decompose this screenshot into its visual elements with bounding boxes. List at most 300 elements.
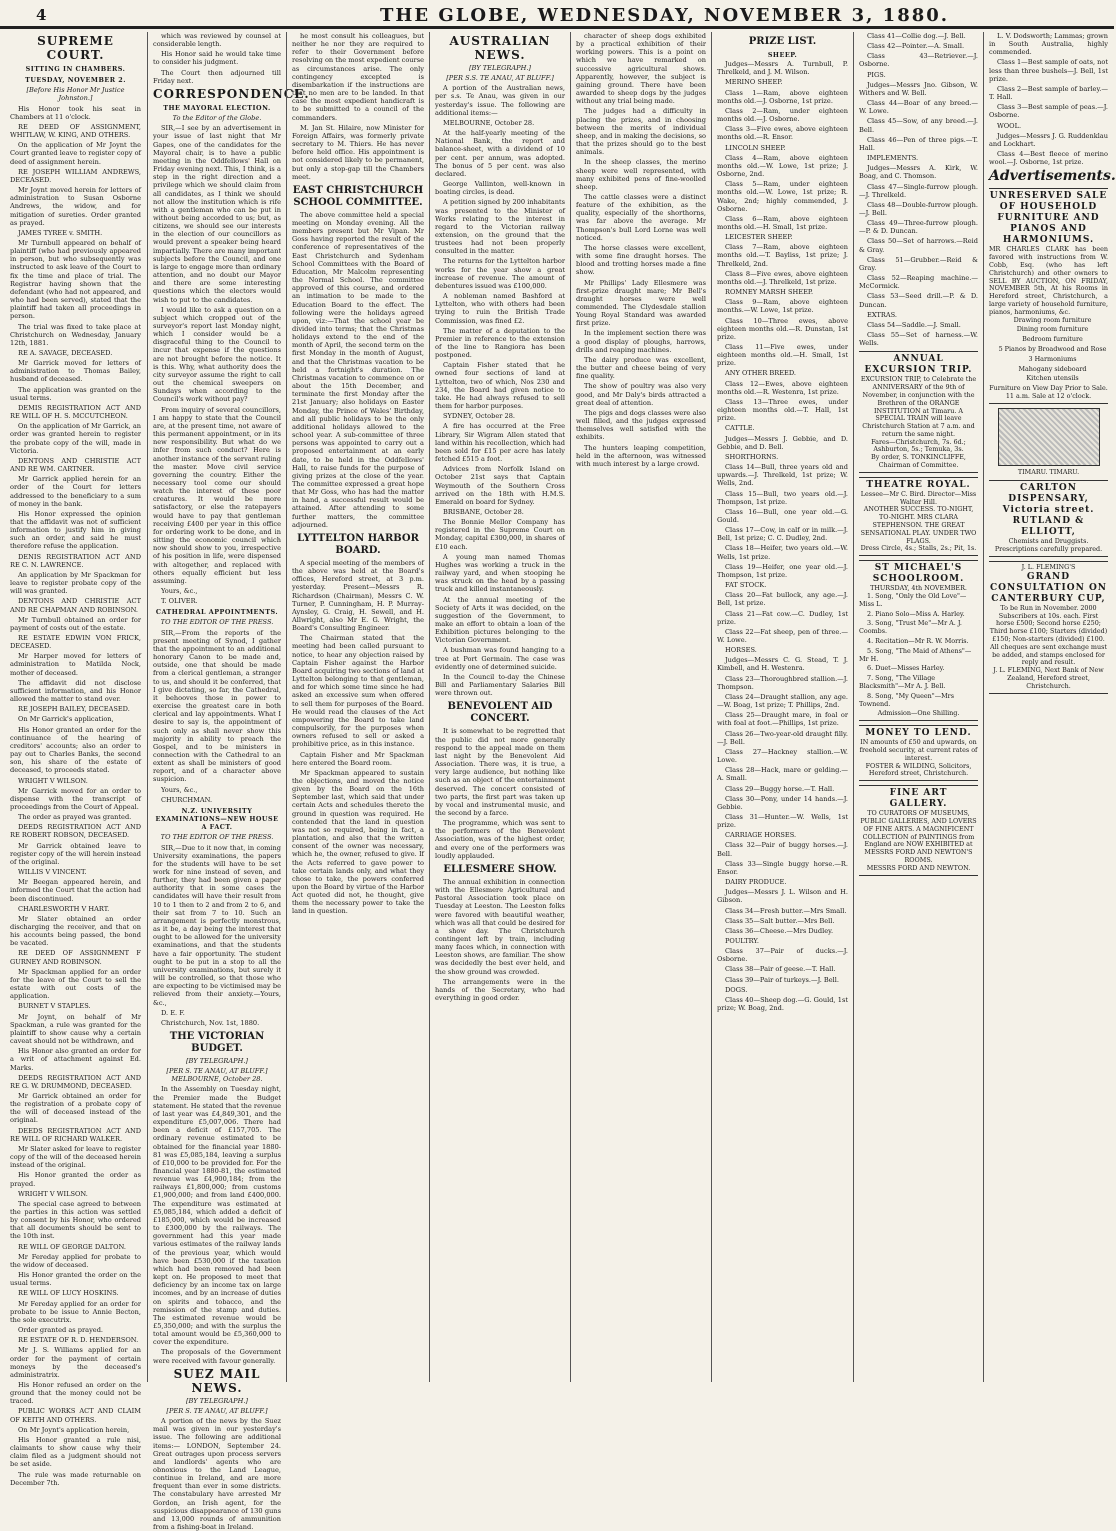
prize-item: Class 46—Pen of three pigs.—T. Hall. — [859, 135, 978, 152]
article-paragraph: Mr Beegan appeared herein, and informed the Court that the action had been discontinued. — [10, 878, 141, 903]
prize-item: SHORTHORNS. — [725, 452, 779, 461]
article-paragraph: His Honor also granted an order for a writ of attachment against Ed. Marks. — [10, 1047, 141, 1072]
article-paragraph: BURNET V STAPLES. — [18, 1002, 91, 1011]
prize-item: Class 25—Draught mare, in foal or with foal at foot.—Phillips, 1st prize. — [717, 711, 848, 728]
prize-item: Class 43—Retriever.—J. Osborne. — [859, 52, 978, 69]
prize-item: Class 37—Pair of ducks.—J. Osborne. — [717, 947, 848, 964]
prize-item: FAT STOCK. — [725, 581, 767, 590]
advert-admission: Admission—One Shilling. — [877, 709, 960, 718]
article-paragraph: The Court then adjourned till Friday next. — [153, 68, 281, 85]
sale-list — [989, 317, 1108, 384]
prize-item: Class 50—Set of harrows.—Reid & Gray. — [859, 237, 978, 254]
section-heading-correspondence: CORRESPONDENCE. — [153, 86, 310, 101]
article-body — [435, 878, 565, 1002]
advert-date: THURSDAY, 4th NOVEMBER. — [870, 584, 967, 593]
advert-money — [859, 725, 978, 781]
article-paragraph: On Mr Garrick's application, — [18, 715, 114, 724]
article-paragraph: Captain Fisher and Mr Spackman here entered the Board room. — [292, 750, 424, 767]
article-paragraph: Mr J. S. Williams applied for an order for the payment of certain moneys by the deceased's administratrix. — [10, 1346, 141, 1379]
article-continuation — [292, 32, 424, 181]
article-paragraph: JAMES TYREE v. SMITH. — [18, 228, 103, 237]
article-paragraph: The annual exhibition in connection with the Ellesmere Agricultural and Pastoral Association took place on Tuesday at Leeston. The Leeston folks were favored with beautiful weather, which was all that could be desired for a show day. The Christchurch contingent left by train, including many faces which, in connection with Leeston shows, are familiar. The show was decidedly the best ever held, and the show ground was crowded. — [435, 877, 566, 976]
article-body — [576, 32, 706, 468]
prize-item: Class 2—Best sample of barley.—T. Hall. — [989, 84, 1108, 102]
letters-list — [153, 104, 281, 1027]
prize-item: LEICESTER SHEEP. — [725, 233, 793, 242]
article-paragraph: The programme, which was sent to the performers of the Benevolent Association, was of the highest order, and every one of the performers was loudly applauded. — [435, 819, 565, 860]
advert-fares: Fares—Christchurch, 7s. 6d.; Ashburton, 5s.; Temuka, 3s. — [871, 437, 966, 454]
prize-item: Class 29—Buggy horse.—T. Hall. — [725, 784, 835, 793]
advert-furniture-sale — [989, 188, 1108, 403]
prize-item: Judges—Messrs J. L. Wilson and H. Gibson. — [717, 888, 848, 905]
programme-item: 3. Song, "Trust Me"—Mr A. J. Coombs. — [859, 619, 962, 636]
prize-item: Class 4—Best fleece of merino wool.—J. Osborne, 1st prize. — [989, 150, 1108, 167]
advert-body: IN amounts of £50 and upwards, on freehold security, at current rates of interest. — [859, 738, 978, 762]
advert-footer: Furniture on View Day Prior to Sale. 11 a.m. Sale at 12 o'clock. — [989, 384, 1108, 400]
dateline: TUESDAY, NOVEMBER 2. — [25, 76, 126, 85]
article-paragraph: DEEDS REGISTRATION ACT AND RE ROBERT ROBSON, DECEASED. — [10, 823, 141, 840]
advert-title: MONEY TO LEND. — [865, 728, 972, 739]
article-paragraph: Mr Garrick moved for an order to dispense with the transcript of proceedings from the Court of Appeal. — [10, 786, 141, 811]
article-paragraph: Mr Garrick moved for letters of administration to Thomas Bailey, husband of deceased. — [10, 359, 141, 384]
programme-item: 4. Recitation—Mr R. W. Morris. — [867, 637, 969, 646]
prize-list — [859, 32, 978, 347]
article-paragraph: At the annual meeting of the Society of Arts it was decided, on the suggestion of the Government, to make an effort to obtain a loan of the Exhibition pictures belonging to the Victorian Government. — [435, 595, 565, 645]
column-1 — [10, 32, 146, 1487]
letter-title: THE MAYORAL ELECTION. — [163, 103, 271, 112]
article-paragraph: The application was granted on the usual terms. — [10, 385, 141, 402]
prize-item: Class 3—Best sample of peas.—J. Osborne. — [989, 103, 1108, 120]
article-paragraph: DEEDS REGISTRATION ACT AND RE G. W. DRUMMOND, DECEASED. — [10, 1073, 141, 1090]
sale-item: Mahogany sideboard — [1018, 364, 1087, 373]
article-paragraph: A bushman was found hanging to a tree at Port Germain. The case was evidently one of determined suicide. — [435, 646, 565, 671]
article-paragraph: His Honor granted the order on the usual terms. — [10, 1271, 141, 1288]
letter-paragraph: Christchurch, Nov. 1st, 1880. — [161, 1018, 260, 1027]
article-paragraph: A portion of the news by the Suez mail was given in our yesterday's issue. The following are additional items:— LONDON, September 24. Great outrages upon process servers and landlords' agents who are obnoxious to the Land League, continue in Ireland, and are more frequent than ever in some districts. The constabulary have arrested Mr Gordon, an Irish agent, for the suspicious disappearance of 130 guns and 13,000 rounds of ammunition from a fishing-boat in Ireland. — [153, 1417, 281, 1531]
prize-item: Class 34—Fresh butter.—Mrs Small. — [725, 906, 847, 915]
prize-item: PIGS. — [867, 70, 886, 79]
advert-prices: Dress Circle, 4s.; Stalls, 2s.; Pit, 1s. — [860, 544, 977, 553]
advert-title: GRAND CONSULTATION ON CANTERBURY CUP, — [989, 571, 1108, 604]
article-paragraph: The cattle classes were a distinct feature of the exhibition, as the quality, especially of the shorthorns, was far above the average. Mr Thompson's bull Lord Lorne was well noticed. — [576, 192, 706, 242]
prize-item: Class 19—Heifer, one year old.—J. Thompson, 1st prize. — [717, 562, 848, 579]
prize-item: Class 1—Best sample of oats, not less than three bushels—J. Bell, 1st prize. — [989, 58, 1109, 83]
article-body — [292, 211, 424, 529]
advert-body: Chemists and Druggists. Prescriptions carefully prepared. — [994, 537, 1103, 554]
article-paragraph: In the Assembly on Tuesday night, the Premier made the Budget statement. He stated that the revenue of last year was £4,849,301, and the expenditure £5,007,006. There had been a deficit of £157,705. The ordinary revenue estimated to be obtained for the financial year 1880-81 was £5,085,184, leaving a surplus of £10,000 to be provided for. For the financial year 1880-81, the estimated revenue was £4,900,184; from the railways £1,800,000; from customs £1,900,000; and from land £400,000. The expenditure was estimated at £5,085,184, which added a deficit of £185,000, which would be increased to £300,000 by the railways. The government had this year made various estimates of the railway lands of the previous year, which would have been £530,000 if the taxation which had been removed had been kept on. He proposed to meet that deficiency by an income tax on large incomes, and by an increase of duties on spirits and tobacco, and the remission of the stamp and duties. The estimated revenue would be £5,350,000; and with the surplus the total amount would be £5,360,000 to cover the expenditure. — [153, 1085, 281, 1347]
masthead — [0, 4, 1114, 28]
prize-item: Class 23—Thoroughbred stallion.—J. Thompson. — [717, 674, 848, 691]
advert-footer: MESSRS FORD AND NEWTON. — [866, 863, 971, 872]
article-paragraph: The show of poultry was also very good, and Mr Daly's birds attracted a great deal of attention. — [576, 382, 706, 407]
article-paragraph: The trial was fixed to take place at Christchurch on Wednesday, January 12th, 1881. — [10, 322, 141, 347]
prize-item: Class 18—Heifer, two years old.—W. Wells, 1st prize. — [717, 544, 848, 561]
article-paragraph: An application by Mr Spackman for leave to register probate copy of the will was granted. — [10, 570, 141, 596]
article-paragraph: WILLIS V VINCENT. — [18, 868, 87, 877]
programme-item: 5. Song, "The Maid of Athens"—Mr H. — [859, 646, 972, 663]
article-paragraph: On the application of Mr Joynt the Court granted leave to register copy of deed of assignment herein. — [10, 141, 141, 166]
dateline: [PER S.S. TE ANAU, AT BLUFF.] — [446, 74, 554, 83]
advert-name: J. L. FLEMING'S — [1021, 563, 1076, 572]
section-heading-ellesmere-show: ELLESMERE SHOW. — [443, 863, 557, 875]
article-paragraph: His Honor expressed the opinion that the affidavit was not of sufficient information to justify him in giving such an order, and said he must therefore refuse the application. — [10, 509, 141, 551]
page-columns — [10, 32, 1116, 1531]
article-paragraph: PUBLIC WORKS ACT AND CLAIM OF KEITH AND OTHERS. — [10, 1407, 141, 1424]
prize-item: Class 40—Sheep dog.—G. Gould, 1st prize; W. Boag, 2nd. — [717, 995, 848, 1013]
telegraph-note: [BY TELEGRAPH.] — [468, 64, 531, 72]
article-paragraph: The Bonnie Mellor Company has registered in the Supreme Court on Monday, capital £300,000, in shares of £10 each. — [435, 518, 565, 551]
prize-item: Class 45—Sow, of any breed.—J. Bell. — [859, 117, 978, 134]
prize-item: Class 53—Seed drill.—P. & D. Duncan. — [859, 292, 978, 309]
advert-theatre — [859, 477, 978, 556]
column-7 — [853, 32, 983, 1382]
prize-item: L. V. Dodsworth; Lammas; grown in South Australia, highly commended. — [989, 32, 1108, 57]
advert-signature: By order, S. TONKINCLIFFE, Chairman of Committee. — [871, 453, 966, 470]
article-body — [292, 559, 424, 916]
section-heading-supreme-court: SUPREME COURT. — [37, 34, 114, 62]
prize-item: LINCOLN SHEEP. — [725, 143, 786, 152]
article-paragraph: It is somewhat to be regretted that the public did not more generally respond to the appeal made on them last night by the Benevolent Aid Association. There was, it is true, a very large audience, but nothing like such as an object of the entertainment deserved. The concert consisted of two parts, the first part was taken up by vocal and instrumental music, and the second by a farce. — [435, 727, 565, 817]
prize-item: Class 41—Collie dog.—J. Bell. — [867, 32, 966, 40]
column-5 — [570, 32, 711, 1382]
advert-title: RUTLAND & ELLIOTT, — [1012, 516, 1085, 538]
section-heading-benevolent-concert: BENEVOLENT AID CONCERT. — [447, 701, 553, 725]
prize-item: Class 44—Boar of any breed.—W. Lowe. — [859, 99, 978, 116]
dateline: [PER S. TE ANAU, AT BLUFF.] MELBOURNE, October 28. — [166, 1067, 268, 1084]
programme-item: 2. Piano Solo—Miss A. Harley. — [867, 609, 965, 618]
article-paragraph: Mr Turnbull appeared on behalf of plaintiff (who had previously appeared in person, but who subsequently was instructed to ask leave of the Court to fix the time and place of trial. The Registrar having shown that the defendant (who had not appeared, and who had been served), stated that the plaintiff had taken all proceedings in person. — [10, 238, 141, 321]
article-paragraph: Mr Turnbull obtained an order for payment of costs out of the estate. — [10, 615, 141, 632]
article-paragraph: RE JOSEPH WILLIAM ANDREWS, DECEASED. — [10, 167, 141, 184]
article-paragraph: The horse classes were excellent, with some fine draught horses. The blood and trotting horses made a fine show. — [576, 243, 706, 277]
prize-item: Class 54—Saddle.—J. Small. — [867, 320, 961, 329]
prize-item: Class 48—Double-furrow plough.—J. Bell. — [859, 200, 978, 217]
advert-title: THEATRE ROYAL. — [866, 479, 971, 490]
prize-item: Class 22—Fat sheep, pen of three.—W. Lowe. — [717, 627, 848, 644]
article-paragraph: Mr Garrick applied herein for an order of the Court for letters addressed to the beneficiary to a sum of money in the bank. — [10, 475, 141, 508]
article-paragraph: SYDNEY, October 28. — [443, 412, 516, 421]
prize-item: Class 32—Pair of buggy horses.—J. Bell. — [717, 841, 848, 858]
prize-item: Class 38—Pair of geese.—T. Hall. — [725, 965, 836, 974]
article-paragraph: The rule was made returnable on December 7th. — [10, 1470, 141, 1487]
prize-item: Class 31—Hunter.—W. Wells, 1st prize. — [717, 812, 848, 830]
prize-item: POULTRY. — [725, 937, 759, 945]
article-paragraph: Mr Spackman appeared to sustain the objections, and moved the notice given by the Board on the 16th September last, which said that under certain Acts and schedules thereto the ground in question was required. He contended that the land in question was not so required, being in fact, a plantation, and also that the written consent of the owner was necessary, which he, the owner, refused to give. If the Acts referred to gave power to take certain lands only, and what they chose to take, the powers conferred upon the Board by virtue of the Harbor Act quoted did not, he thought, give them the necessary power to take the land in question. — [292, 768, 424, 916]
article-paragraph: DEMIS REGISTRATION ACT AND RE WILL OF H. S. MCCUTCHEON. — [10, 403, 141, 421]
letter-paragraph: T. OLIVER. — [161, 597, 198, 606]
article-paragraph: Mr Slater asked for leave to register copy of the will of the deceased herein instead of the original. — [10, 1144, 141, 1170]
prize-item: Judges—Messrs C. G. Stead, T. J. Kimbell, and H. Westenra. — [717, 656, 848, 673]
prize-item: Class 21—Fat cow.—C. Dudley, 1st prize. — [717, 609, 848, 626]
prize-item: Class 27—Hackney stallion.—W. Lowe. — [717, 747, 848, 765]
prize-item: Class 24—Draught stallion, any age.—W. Boag, 1st prize; T. Phillips, 2nd. — [717, 692, 848, 710]
advert-lessee: Lessee—Mr C. Bird. Director—Miss Walter Hill. — [860, 489, 977, 506]
article-paragraph: DEEDS REGISTRATION ACT AND RE WILL OF RICHARD WALKER. — [10, 1126, 141, 1143]
prize-item: Judges—Messrs J. Gebbie, and D. Gebbie, and D. Bell. — [717, 434, 848, 451]
advert-title: ANNUAL EXCURSION TRIP. — [864, 354, 973, 376]
prize-item: Class 16—Bull, one year old.—G. Gould. — [717, 507, 848, 524]
sale-item: 3 Harmoniums — [1028, 354, 1077, 363]
prize-item: Class 13—Three ewes, under eighteen months old.—T. Hall, 1st prize. — [717, 397, 848, 423]
advert-title: CARLTON DISPENSARY, Victoria street. — [1002, 483, 1095, 516]
advert-title: ST MICHAEL'S SCHOOLROOM. — [872, 563, 965, 585]
prize-item: Judges—Messrs J. G. Ruddenklau and Lockhart. — [989, 131, 1108, 148]
letter-paragraph: CHURCHMAN. — [161, 795, 213, 804]
programme-item: 1. Song, "Only the Old Love"—Miss L. — [859, 592, 967, 608]
prize-item: Class 33—Single buggy horse.—R. Ensor. — [717, 859, 848, 876]
prize-item: Class 36—Cheese.—Mrs Dudley. — [725, 926, 834, 935]
advert-body: ANOTHER SUCCESS. TO-NIGHT, TO-NIGHT. MRS CLARA STEPHENSON. THE GREAT SENSATIONAL PLAY. UNDER TWO FLAGS. — [860, 505, 977, 545]
advert-body: EXCURSION TRIP, to Celebrate the ANNIVERSARY of the 9th of November, in conjunction with the Brethren of the ORANGE INSTITUTION at Timaru. A SPECIAL TRAIN will leave Christchurch Station at 7 a.m. and return the same night. — [860, 375, 977, 438]
programme-list — [859, 593, 978, 708]
prize-item: Class 10—Three ewes, above eighteen months old.—R. Dunstan, 1st prize. — [717, 316, 848, 341]
timaru-caption: TIMARU. TIMARU. — [1017, 467, 1080, 476]
prize-item: WOOL. — [997, 121, 1022, 130]
article-paragraph: The proposals of the Government were received with favour generally. — [153, 1348, 281, 1365]
article-paragraph: His Honor granted the order as prayed. — [10, 1171, 141, 1188]
article-paragraph: A special meeting of the members of the above was held at the Board's offices, Hereford street, at 3 p.m. yesterday. Present—Messrs R. Richardson (Chairman), Messrs C. W. Turner, P. Cunningham, H. P. Murray-Aynsley, G. Craig, H. Sewell, and H. Allwright, also Mr E. G. Wright, the Board's Consulting Engineer. — [292, 558, 424, 633]
advert-signature: J. L. FLEMING, Next Bank of New Zealand, Hereford street, Christchurch. — [993, 666, 1104, 690]
article-paragraph: Mr Fereday applied for an order for probate to be issue to Annie Becton, the sole executrix. — [10, 1299, 141, 1324]
page-number: 4 — [36, 6, 49, 24]
article-paragraph: The special case agreed to between the parties in this action was settled by consent by his Honor, who ordered that all documents should be sent to the 10th inst. — [10, 1199, 141, 1241]
article-paragraph: RE WILL OF LUCY HOSKINS. — [18, 1289, 119, 1298]
article-paragraph: RE WILL OF GEORGE DALTON. — [18, 1242, 126, 1251]
article-paragraph: RE ESTATE EDWIN VON FRICK, DECEASED. — [10, 634, 141, 651]
sale-item: Drawing room furniture — [1013, 315, 1092, 324]
prize-item: Class 7—Ram, above eighteen months old.—T. Bayliss, 1st prize; J. Threlkeld, 2nd. — [717, 243, 848, 268]
article-paragraph: The Chairman stated that the meeting had been called pursuant to notice, to hear any objection raised by Captain Fisher against the Harbor Board acquiring two sections of land at Lyttelton belonging to that gentleman, and for which some time since he had asked an excessive sum when offered to sell them for purposes of the Board. He would read the clauses of the Act empowering the Board to take land compulsorily, for the purposes when owners refused to sell or asked a prohibitive price, as in this instance. — [292, 634, 424, 749]
advert-signature: FOSTER & WILDING, Solicitors, Hereford street, Christchurch. — [865, 761, 972, 778]
article-paragraph: WRIGHT V WILSON. — [18, 776, 88, 785]
prize-item: Class 51—Grubber.—Reid & Gray. — [859, 255, 978, 272]
letter-paragraph: From inquiry of several councillors, I am happy to state that the Council are, at the present time, not aware of this permanent appointment, or in its new responsibility. But what do we infer from such conduct? Here is another instance of the servant ruling the master. Move civil service governing the country. Either the necessary tool come our should watch the interest of these poor creatures. It would be more satisfactory, or else the ratepayers would have to pay that gentleman receiving £400 per year in this office for ordering work to be done, and in sitting the economic council which now should show to you, irrespective of his position in life, were dispensed with altogether, and replaced with others equally efficient but less assuming. — [153, 405, 281, 585]
article-paragraph: M. Jan St. Hilaire, now Minister for Foreign Affairs, was formerly private secretary to M. Thiers. He has never before held office. His appointment is not considered likely to be permanent, but only a stop-gap till the Chambers meet. — [292, 123, 424, 181]
prize-item: Class 2—Ram, under eighteen months old.—J. Osborne. — [717, 106, 848, 124]
article-paragraph: His Honor took his seat in Chambers at 11 o'clock. — [10, 104, 141, 121]
article-paragraph: RE A. SAVAGE, DECEASED. — [18, 349, 113, 357]
article-paragraph: The dairy produce was excellent, the butter and cheese being of very fine quality. — [576, 355, 706, 381]
masthead-rule — [0, 28, 1114, 29]
article-paragraph: Mr Joynt, on behalf of Mr Spackman, a rule was granted for the plaintiff to show cause why a certain caveat should not be withdrawn, and — [10, 1012, 141, 1046]
article-paragraph: DENTONS AND CHRISTIE ACT AND RE WM. CARTNER. — [10, 456, 141, 474]
programme-item: 7. Song, "The Village Blacksmith"—Mr A. J. Bell. — [859, 674, 946, 691]
article-paragraph: character of sheep dogs exhibited by a practical exhibition of their working powers. This is a point on which we have remarked on successive agricultural shows. Apparently, however, the subject is gaining ground. There have been awarded to sheep dogs by the judges without any trial being made. — [576, 32, 706, 106]
prize-item: Class 39—Pair of turkeys.—J. Bell. — [725, 975, 839, 984]
article-paragraph: RE ESTATE OF R. D. HENDERSON. — [18, 1336, 139, 1345]
column-6 — [711, 32, 853, 1382]
article-paragraph: Advices from Norfolk Island on October 21st says that Captain Weymouth of the Southern Cross arrived on the 18th with H.M.S. Emerald on board for Sydney. — [435, 465, 565, 506]
advert-title: FINE ART GALLERY. — [889, 788, 948, 810]
article-paragraph: Mr Joynt moved herein for letters of administration to Susan Osborne Andrews, the widow, and for mitigation of sureties. Order granted as prayed. — [10, 186, 141, 227]
section-heading-suez-mail: SUEZ MAIL NEWS. — [173, 1366, 261, 1395]
article-paragraph: Captain Fisher stated that he owned four sections of land at Lyttelton, two of which, Nos 230 and 234, the Board had given notice to take. He had always refused to sell them for harbor purposes. — [435, 361, 565, 411]
sale-item: 5 Pianos by Broadwood and Rose — [998, 344, 1107, 353]
prize-item: Class 11—Five ewes, under eighteen months old.—H. Small, 1st prize. — [717, 343, 848, 368]
article-paragraph: The returns for the Lyttelton harbor works for the year show a great increase of revenue. The amount of debentures issued was £100,000. — [435, 257, 565, 290]
prize-item: Class 35—Salt butter.—Mrs Bell. — [725, 916, 835, 925]
prize-item: Class 4—Ram, above eighteen months old.—W. Lowe, 1st prize; J. Osborne, 2nd. — [717, 153, 848, 179]
article-paragraph: The hunters leaping competition, held in the afternoon, was witnessed with much interest by a large crowd. — [576, 443, 706, 468]
prize-item: Judges—Messrs A. Kirk, W. Boag, and C. Thomson. — [859, 164, 978, 181]
prize-item: ANY OTHER BREED. — [725, 369, 796, 378]
newspaper-title: THE GLOBE, WEDNESDAY, NOVEMBER 3, 1880. — [380, 5, 950, 26]
telegraph-note: [BY TELEGRAPH.] — [185, 1056, 248, 1065]
prize-item: DAIRY PRODUCE. — [725, 878, 787, 887]
advert-schoolroom — [859, 560, 978, 721]
prize-item: Judges—Messrs Jno. Gibson, W. Withers and W. Bell. — [859, 80, 978, 97]
prize-item: Class 6—Ram, above eighteen months old.—H. Small, 1st prize. — [717, 214, 848, 231]
section-heading-prize-list: PRIZE LIST. — [748, 36, 817, 47]
article-continuation — [153, 32, 281, 85]
section-heading-east-christchurch: EAST CHRISTCHURCH SCHOOL COMMITTEE. — [292, 184, 424, 208]
article-body — [153, 1085, 281, 1364]
advert-body: MR CHARLES CLARK has been favored with instructions from W. Cobb, Esq. (who has left Christchurch) and other owners to SELL BY AUCTION, ON FRIDAY, NOVEMBER 5th, At his Rooms in Hereford street, Christchurch, a large variety of household furniture, pianos, harmoniums, &c. — [989, 245, 1108, 316]
article-paragraph: At the half-yearly meeting of the National Bank, the report and balance-sheet, with a dividend of 10 per cent. per annum, was adopted. The bonus of 5 per cent. was also declared. — [435, 129, 565, 178]
letter-title: CATHEDRAL APPOINTMENTS. — [155, 608, 279, 617]
prize-item: Class 30—Pony, under 14 hands.—J. Gebbie. — [717, 794, 848, 811]
article-paragraph: which was reviewed by counsel at considerable length. — [153, 32, 281, 49]
prize-item: HORSES. — [725, 646, 757, 655]
prize-item: Class 26—Two-year-old draught filly.—J. Bell. — [717, 729, 848, 746]
advert-title: UNRESERVED SALE OF HOUSEHOLD FURNITURE AND PIANOS AND HARMONIUMS. — [989, 191, 1108, 246]
prize-item: Class 28—Hack, mare or gelding.—A. Small. — [717, 766, 848, 783]
advert-dispensary — [989, 480, 1108, 557]
dateline: [PER S. TE ANAU, AT BLUFF.] — [166, 1406, 268, 1415]
prize-item: Class 15—Bull, two years old.—J. Thompson, 1st prize. — [717, 489, 848, 506]
letter-paragraph: SIR,—I see by an advertisement in your issue of last night that Mr Gapes, one of the candidates for the Mayoral chair, is to have a public meeting in the Oddfellows' Hall on Friday evening next. This, I think, is a step in the right direction and a privilege which we should claim from all candidates, as I think we should not allow the institution which is rife with a gentleman who can be put in without being accorded to us; but, as citizens, we should see our interests in the election of our councillors as would prevent a speaker being heard impartially. There are many important subjects before the Council, and one is large to engage more than ordinary attention, and no doubt our Mayor and there are some interesting questions which the electors would wish to put to the candidates. — [153, 124, 281, 304]
article-body — [435, 84, 565, 697]
prize-item: Class 42—Pointer.—A. Small. — [867, 42, 965, 51]
section-heading-victorian-budget: THE VICTORIAN BUDGET. — [169, 1030, 265, 1054]
letter-paragraph: D. E. F. — [161, 1008, 185, 1017]
prize-list — [717, 78, 848, 1012]
article-paragraph: A nobleman named Bashford at Lyttelton, who with others had been trying to ruin the British Trade Commission, was fined £2. — [435, 292, 565, 325]
column-3 — [286, 32, 429, 1382]
before-line: [Before His Honor Mr Justice Johnston.] — [26, 86, 125, 103]
prize-item: CARRIAGE HORSES. — [725, 831, 797, 840]
letter-addressee: To the Editor of the Globe. — [172, 114, 262, 123]
letter-paragraph: SIR,—Due to it now that, in coming University examinations, the papers for the students will have to be set work for nine instead of seven, and further, they had been given a paper authority that in some cases the candidates will have their result from 10 to 1 then to 2 and from 2 to 6, and their sat from 7 to 10. Such an arrangement is perfectly monstrous, as it be, a day being the interest that ought to be allowed for the university examinations, and that the students have a fair opportunity. The student ought to be put in a stop to all the university examinations, but surely it will be controlled, so that those who are expecting to be victimised may be relieved from their anxiety.—Yours, &c., — [153, 843, 281, 1007]
prize-item: Class 1—Ram, above eighteen months old.—J. Osborne, 1st prize. — [717, 88, 848, 105]
prize-item: Class 5—Ram, under eighteen months old.—W. Lowe, 1st prize; R. Wake, 2nd; highly commended, J. Osborne. — [717, 180, 848, 213]
article-paragraph: In the implement section there was a good display of ploughs, harrows, drills and reaping machines. — [576, 329, 706, 354]
programme-item: 8. Song, "My Queen"—Mrs Townend. — [859, 691, 954, 708]
prize-item: IMPLEMENTS. — [867, 154, 919, 163]
article-paragraph: Mr Garrick obtained an order for the registration of a probate copy of the will of deceased instead of the original. — [10, 1091, 141, 1125]
letter-paragraph: Yours, &c., — [161, 587, 198, 595]
prize-item: Class 17—Cow, in calf or in milk.—J. Bell, 1st prize; C. C. Dudley, 2nd. — [717, 526, 848, 543]
prize-item: Class 52—Reaping machine.—McCormick. — [859, 274, 978, 291]
letter-paragraph: Yours, &c., — [161, 785, 198, 794]
article-paragraph: The pigs and dogs classes were also well filled, and the judges expressed themselves well satisfied with the exhibits. — [576, 408, 706, 442]
article-paragraph: Mr Harper moved for letters of administration to Matilda Nock, mother of deceased. — [10, 652, 141, 677]
article-paragraph: His Honor granted an order for the continuance of the hearing of creditors' accounts; also an order to pay out to Charles Banks, the second son, his share of the estate of deceased, to proceeds stated. — [10, 725, 141, 775]
tiger-woodcut-image — [998, 408, 1100, 466]
article-body — [435, 727, 565, 860]
article-paragraph: His Honor granted a rule nisi, claimants to show cause why their claim filed as a judgment should not be set aside. — [10, 1435, 141, 1469]
section-heading-advertisements: Advertisements. — [989, 168, 1116, 185]
prize-item: Class 9—Ram, above eighteen months.—W. Lowe, 1st prize. — [717, 298, 848, 315]
programme-item: 6. Duet—Misses Harley. — [867, 664, 945, 673]
letter-addressee: TO THE EDITOR OF THE PRESS. — [160, 833, 274, 842]
prize-item: Class 8—Five ewes, above eighteen months old.—J. Threlkeld, 1st prize. — [717, 269, 848, 286]
prize-item: MERINO SHEEP. — [725, 78, 783, 87]
advert-body: To be Run in November. 2000 Subscribers at 10s. each. First horse £500; Second horse £250; Third horse £100; Starters (divided) £150; Non-starters (divided) £100. All cheques are sent exchange must be added, and stamps enclosed for reply and result. — [989, 603, 1108, 667]
article-paragraph: BRISBANE, October 28. — [443, 507, 524, 516]
letter-paragraph: I would like to ask a question on a subject which cropped out of the surveyor's report last Monday night, which I consider would be a disgraceful thing to the Council to incur that expense if the questions are not brought before the notice. It is this. Why, what authority does the city surveyor assume the right to call out the chemical sweepers on Sundays when according to the Council's work without pay? — [153, 305, 281, 404]
column-8 — [983, 32, 1116, 1382]
advert-art-gallery — [859, 785, 978, 875]
article-paragraph: His Honor said he would take time to consider his judgment. — [153, 50, 281, 67]
sale-item: Kitchen utensils — [1026, 374, 1079, 383]
article-paragraph: The arrangements were in the hands of the Secretary, who had everything in good order. — [435, 977, 565, 1003]
article-paragraph: MELBOURNE, October 28. — [443, 118, 535, 127]
prize-item: CATTLE. — [725, 424, 755, 433]
section-heading-lyttelton-harbor: LYTTELTON HARBOR BOARD. — [297, 532, 419, 556]
sale-item: Dining room furniture — [1016, 325, 1089, 334]
prize-item: Class 3—Five ewes, above eighteen months old.—R. Ensor. — [717, 125, 848, 142]
article-paragraph: The judges had a difficulty in placing the prizes, and in choosing between the merits of individual sheep, and in making the decisions, so that the prizes should go to the best animals. — [576, 107, 706, 157]
article-paragraph: George Vallinton, well-known in boating circles, is dead. — [435, 180, 565, 197]
article-paragraph: The affidavit did not disclose sufficient information, and his Honor allowed the matter to stand over. — [10, 678, 141, 704]
judges-line: Judges—Messrs A. Turnbull, P. Threlkeld, and J. M. Wilson. — [717, 60, 848, 77]
article-paragraph: Mr Phillips' Lady Ellesmere was first-prize draught mare; Mr Bell's draught horses were well commended. The Clydesdale stallion Young Royal Standard was awarded first prize. — [576, 278, 706, 328]
article-paragraph: In the Council to-day the Chinese Bill and Parliamentary Salaries Bill were thrown out. — [435, 672, 565, 698]
article-paragraph: Mr Spackman applied for an order for the leave of the Court to sell the estate with out costs of the application. — [10, 967, 141, 1001]
prize-item: Class 47—Single-furrow plough.—J. Threlkeld. — [859, 182, 978, 199]
article-paragraph: A petition signed by 200 inhabitants was presented to the Minister of Works relating to the interest in regard to the Victorian railway extension, on the ground that the trustees had not been properly consulted in the matter. — [435, 198, 565, 256]
letter-addressee: TO THE EDITOR OF THE PRESS. — [160, 618, 274, 627]
article-paragraph: Mr Garrick obtained leave to register copy of the will herein instead of the original. — [10, 841, 141, 866]
article-paragraph: On Mr Joynt's application herein, — [18, 1425, 130, 1434]
subheading: SHEEP. — [767, 51, 798, 59]
prize-item: Class 55—Set of harness.—W. Wells. — [859, 331, 978, 348]
article-paragraph: Order granted as prayed. — [18, 1326, 104, 1335]
column-2 — [147, 32, 310, 1531]
letter-paragraph: SIR,—From the reports of the present meeting of Synod, I gather that the appointment to an additional honorary Canon to be made and, outside, one that should be made from a clerical gentleman, a stranger to us, and should it be conferred, that I give dictating, so far, the Cathedral, it behooves those in power to exercise the greatest care in both clerical and lay appointments. What I desire to say is, the appointment of such only as shall never show this majority in ability to preach the Gospel, and to be ministers in connection with the Cathedral to an extent as shall be ministers of good report, and of a character above suspicion. — [153, 628, 281, 784]
article-paragraph: A young man named Thomas Hughes was working a truck in the railway yard, and when stooping he was struck on the head by a passing truck and killed instantaneously. — [435, 552, 565, 594]
article-paragraph: RE JOSEPH BAILEY, DECEASED. — [18, 705, 130, 714]
article-paragraph: RE DEED OF ASSIGNMENT, WHITLAW, W. KING, AND OTHERS. — [10, 122, 141, 140]
letter-title: N.Z. UNIVERSITY EXAMINATIONS—NEW HOUSE A FACT. — [155, 806, 279, 832]
article-paragraph: The above committee held a special meeting on Monday evening. All the members present but Mr Vipan. Mr Goss having reported the result of the conference of representatives of the East Christchurch and Sydenham School Committees with the Board of Education, Mr Malcolm representing the Normal School. The committee approved of this course, and ordered an intimation to be made to the Education Board to the effect. The following were the holidays agreed upon, viz:—That the school year be divided into terms; that the Christmas holidays extend to the end of the month of April, the second term on the first Monday in the month of August, and that the Christmas vacation to be held a fortnight's duration. The Christmas vacation to commence on or about the 15th December, and terminate the first Monday after the 21st January; also holidays on Easter Monday, the Prince of Wales' Birthday, and all public holidays to be the only additional holidays allowed to the school year. A sub-committee of three persons was appointed to carry out a proposed entertainment at an early date, to be held in the Oddfellows' Hall, to raise funds for the purpose of giving prizes at the close of the year. The committee expressed a great hope that Mr Goss, who has had the matter in hand, a successful result would be attained. After attending to some further matters, the committee adjourned. — [292, 210, 424, 529]
advert-body: TO CURATORS OF MUSEUMS, PUBLIC GALLERIES, AND LOVERS OF FINE ARTS. A MAGNIFICENT COLLECTION of PAINTINGS from England are NOW EXHIBITED at MESSRS FORD AND NEWTON'S ROOMS. — [860, 809, 977, 864]
section-heading-australian-news: AUSTRALIAN NEWS. — [449, 34, 551, 62]
prize-item: DOGS. — [725, 985, 748, 994]
subheading: SITTING IN CHAMBERS. — [25, 65, 126, 73]
article-paragraph: DENIS REGISTRATION ACT AND RE C. N. LAWRENCE. — [10, 552, 141, 569]
article-paragraph: On the application of Mr Garrick, an order was granted herein to register the probate copy of the will, made in Victoria. — [10, 422, 141, 455]
prize-item: Class 49—Three-furrow plough.—P. & D. Duncan. — [859, 219, 978, 236]
article-paragraph: The order as prayed was granted. — [18, 813, 132, 822]
article-paragraph: DENTONS AND CHRISTIE ACT AND RE CHAPMAN AND ROBINSON. — [10, 597, 141, 614]
advert-excursion — [859, 351, 978, 473]
prize-item: EXTRAS. — [867, 310, 898, 319]
article-paragraph: CHARLESWORTH V HART. — [18, 904, 110, 913]
article-body — [10, 105, 141, 1487]
article-paragraph: His Honor refused an order on the ground that the money could not be traced. — [10, 1380, 141, 1406]
telegraph-note: [BY TELEGRAPH.] — [185, 1396, 248, 1405]
article-paragraph: Mr Slater obtained an order discharging the receiver, and that on his accounts being passed, the bond be vacated. — [10, 914, 141, 948]
prize-item: Class 12—Ewes, above eighteen months old.—R. Westenra, 1st prize. — [717, 379, 848, 396]
prize-item: ROMNEY MARSH SHEEP. — [725, 288, 814, 297]
article-paragraph: The matter of a deputation to the Premier in reference to the extension of the line to Rangiora has been postponed. — [435, 326, 565, 360]
article-paragraph: In the sheep classes, the merino sheep were well represented, with many exhibited pens of fine-woolled sheep. — [576, 158, 706, 191]
sale-item: Bedroom furniture — [1022, 335, 1083, 344]
article-paragraph: RE DEED OF ASSIGNMENT F GURNEY AND ROBINSON. — [10, 949, 141, 966]
article-paragraph: A portion of the Australian news, per s.s. Te Anau, was given in our yesterday's issue. The following are additional items:— — [435, 84, 565, 117]
